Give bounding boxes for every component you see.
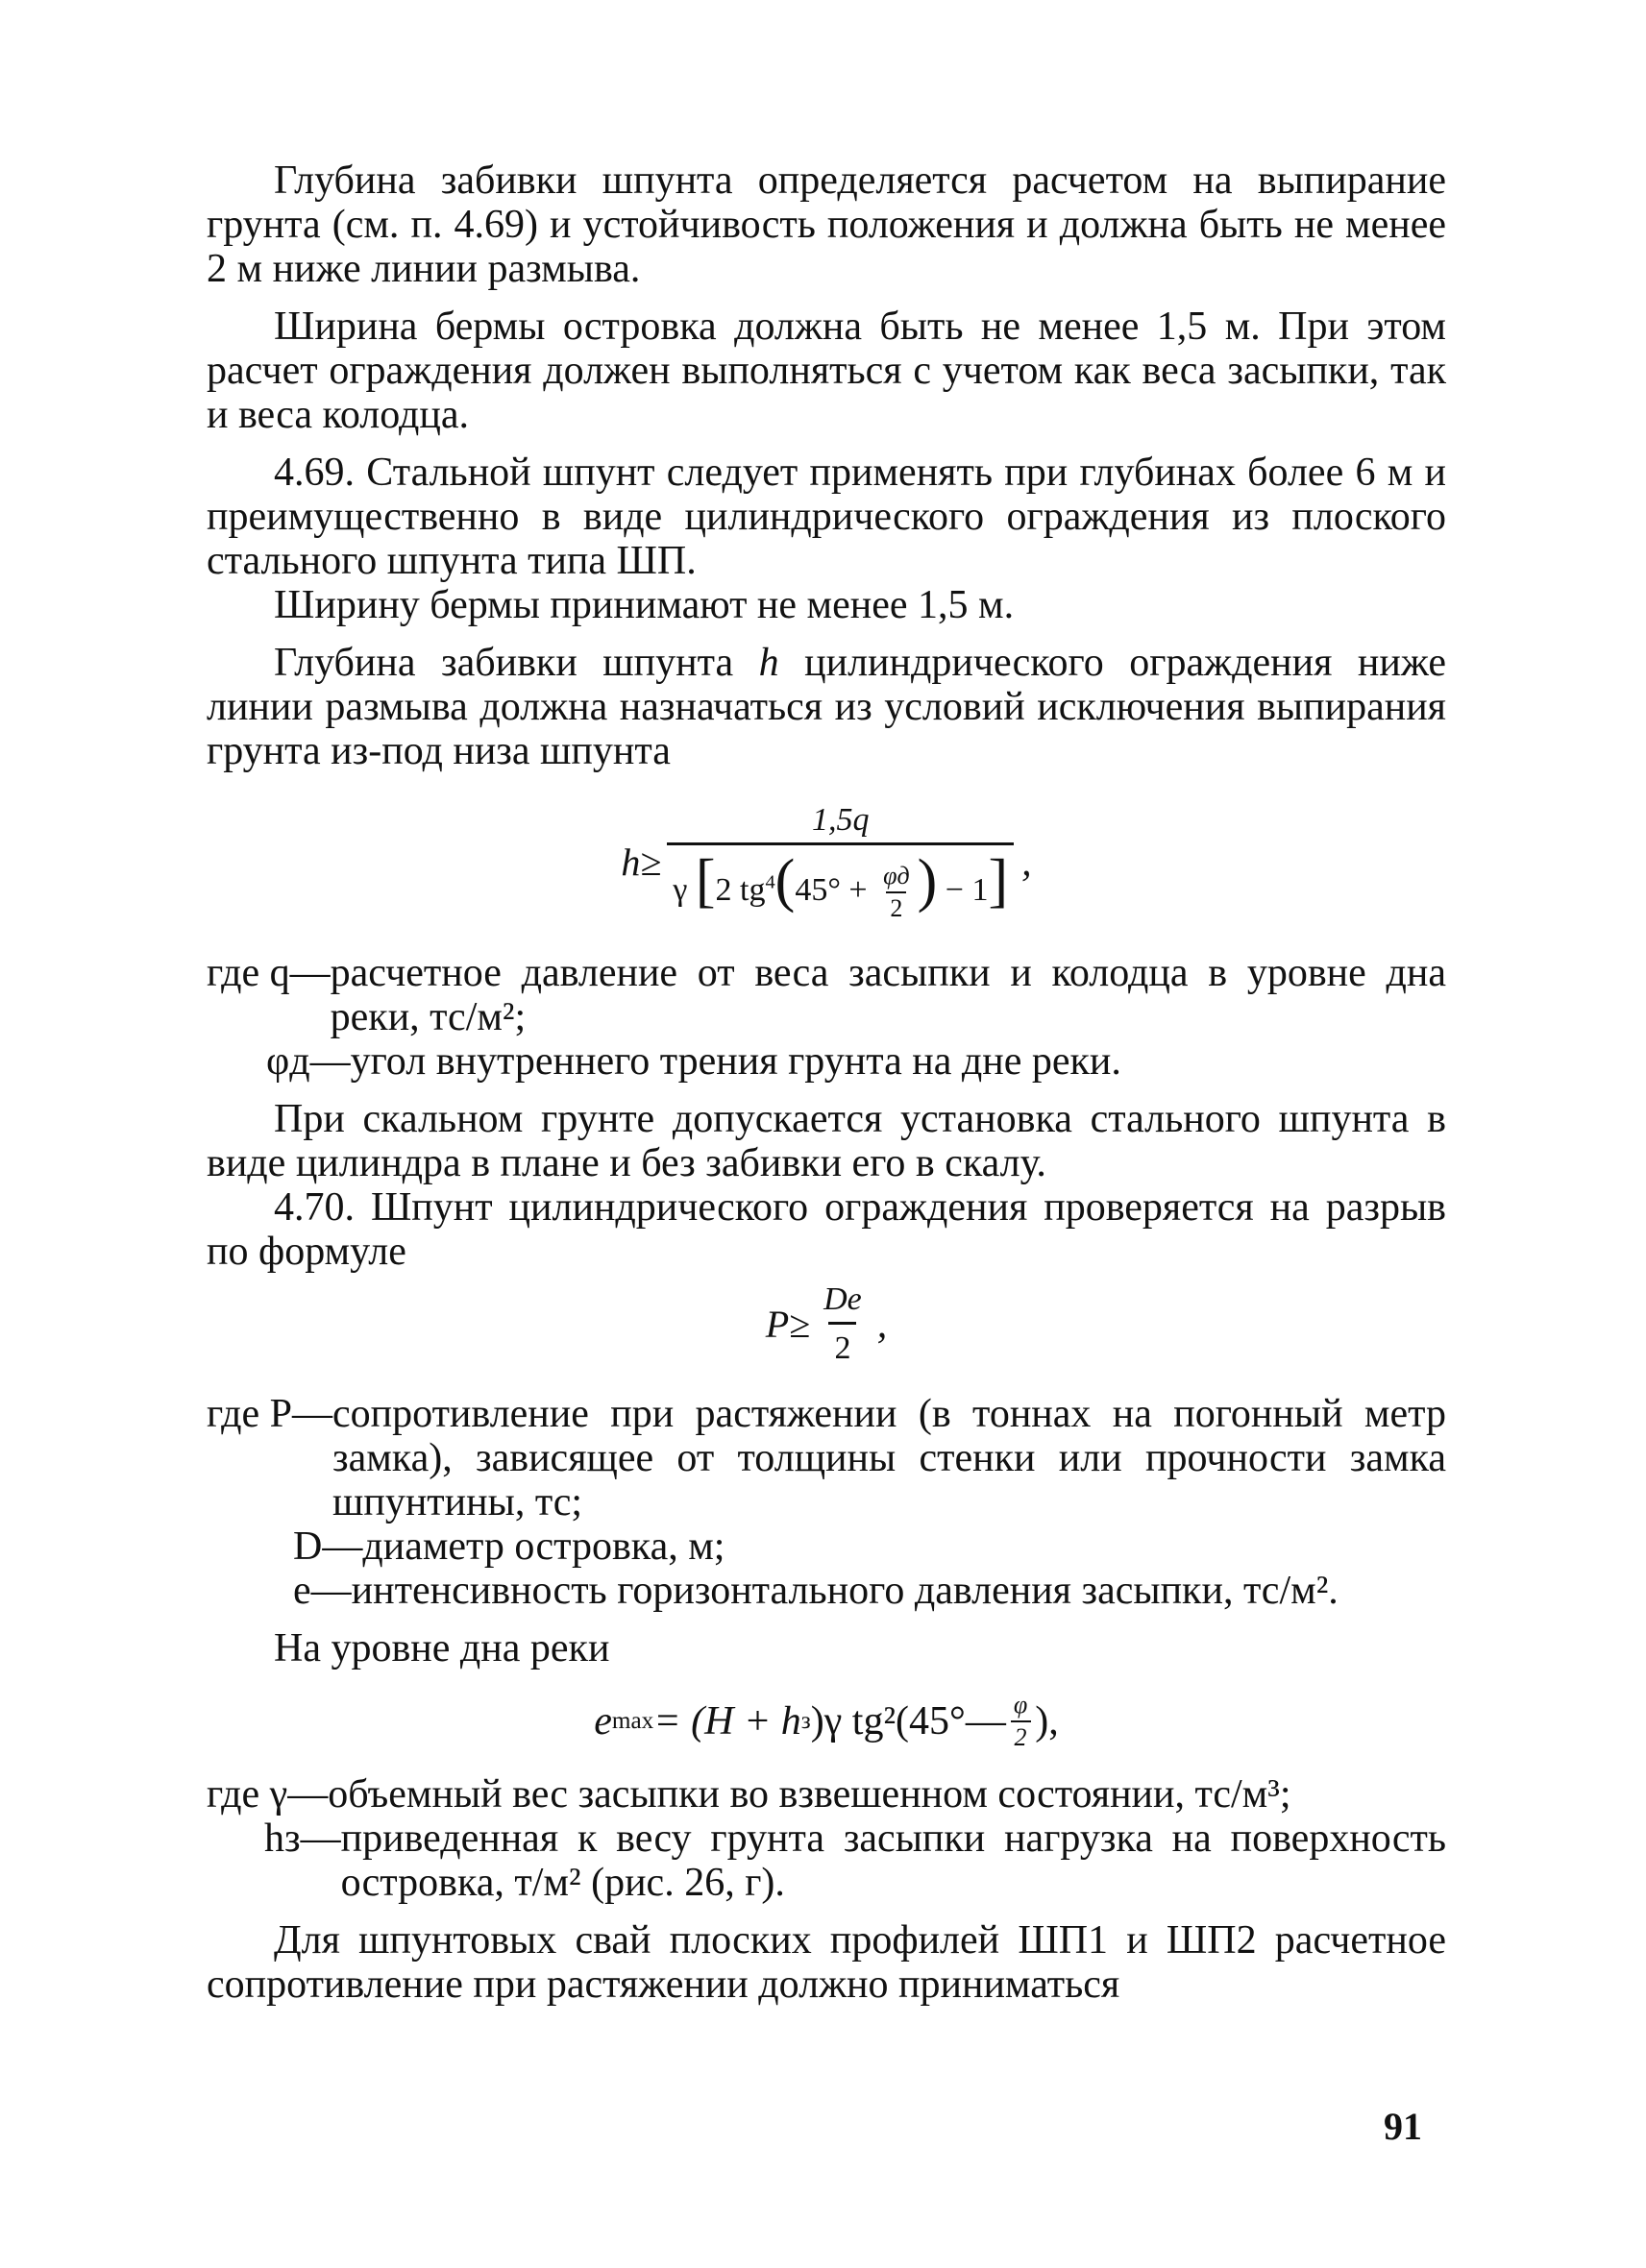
- formula-depth: [207, 802, 1446, 922]
- formula-depth-lhs: h≥: [621, 840, 662, 884]
- definition-q: [207, 951, 1446, 1039]
- definition-q-text: расчетное давление от веса засыпки и колодца в уровне дна реки, тс/м²;: [330, 951, 1446, 1040]
- page-body: [207, 159, 1446, 2007]
- formula-depth-phi-den: 2: [886, 891, 906, 922]
- formula-depth-angle: 45° +: [795, 872, 876, 908]
- p5-text-a: Глубина забивки шпунта: [274, 641, 759, 685]
- paragraph-8: На уровне дна реки: [274, 1626, 610, 1671]
- formula-emax-tail: ),: [1035, 1699, 1059, 1744]
- formula-depth-fraction: [667, 802, 1014, 922]
- formula-emax: [207, 1692, 1446, 1751]
- definition-q-symbol: где q—: [207, 951, 331, 996]
- definitions-1: [207, 951, 1446, 1084]
- formula-tension-comma: ,: [876, 1302, 888, 1347]
- formula-depth-comma: ,: [1021, 840, 1032, 885]
- definition-phi-symbol: φд—: [266, 1039, 351, 1085]
- formula-emax-sub: max: [611, 1708, 654, 1735]
- bracket-open: [: [695, 848, 716, 914]
- formula-tension-numerator: De: [823, 1281, 862, 1318]
- paragraph-3: 4.69. Стальной шпунт следует применять при глубинах более 6 м и преимущественно в виде цилиндрического ограждения из плоского стального шпунта типа ШП.: [207, 451, 1446, 583]
- formula-emax-mid: = (H + h: [653, 1699, 801, 1744]
- formula-depth-tg: 2 tg: [715, 872, 766, 908]
- definition-hz-text: приведенная к весу грунта засыпки нагрузка на поверхность островка, т/м² (рис. 26, г).: [340, 1817, 1446, 1906]
- formula-depth-phi: φд: [883, 862, 910, 890]
- paragraph-5: [207, 641, 1446, 773]
- paragraph-4: Ширину бермы принимают не менее 1,5 м.: [274, 583, 1015, 627]
- formula-emax-phi-fraction: [1010, 1692, 1031, 1751]
- formula-tension-fraction: [816, 1281, 870, 1367]
- definition-gamma-symbol: где γ—: [207, 1772, 329, 1817]
- definition-e-text: интенсивность горизонтального давления засыпки, тс/м².: [351, 1569, 1339, 1614]
- paragraph-1: Глубина забивки шпунта определяется расчетом на выпирание грунта (см. п. 4.69) и устойчивость положения и должна быть не менее 2 м ниже линии размыва.: [207, 159, 1446, 291]
- formula-emax-phi-den: 2: [1011, 1720, 1031, 1751]
- definition-p-text: сопротивление при растяжении (в тоннах на погонный метр замка), зависящее от толщины стенки или прочности замка шпунтины, тс;: [332, 1392, 1446, 1525]
- definition-hz-symbol: hз—: [264, 1817, 341, 1862]
- definition-d-text: диаметр островка, м;: [362, 1524, 725, 1570]
- paragraph-2: Ширина бермы островка должна быть не менее 1,5 м. При этом расчет ограждения должен выполняться с учетом как веса засыпки, так и веса колодца.: [207, 305, 1446, 437]
- formula-tension: [207, 1281, 1446, 1367]
- definition-e: [207, 1569, 1446, 1613]
- definitions-3: [207, 1772, 1446, 1905]
- definition-phi-text: угол внутреннего трения грунта на дне реки.: [350, 1039, 1121, 1085]
- p5-variable: h: [758, 641, 779, 685]
- formula-emax-rest: )γ tg²(45°—: [810, 1699, 1006, 1744]
- formula-depth-power: 4: [765, 871, 775, 893]
- formula-depth-gamma: γ: [673, 872, 688, 908]
- definition-e-symbol: e—: [293, 1569, 352, 1614]
- formula-tension-denominator: 2: [828, 1322, 856, 1367]
- definition-p: [207, 1392, 1446, 1524]
- paragraph-6: При скальном грунте допускается установка стального шпунта в виде цилиндра в плане и без забивки его в скалу.: [207, 1097, 1446, 1186]
- definition-d: [207, 1524, 1446, 1569]
- p5-text-b: цилиндрического ограждения ниже линии размыва должна назначаться из условий исключения выпирания грунта из-под низа шпунта: [207, 641, 1446, 773]
- bracket-close: ]: [988, 848, 1009, 914]
- paragraph-9: Для шпунтовых свай плоских профилей ШП1 и ШП2 расчетное сопротивление при растяжении должно приниматься: [207, 1918, 1446, 2008]
- formula-depth-phi-fraction: [879, 863, 914, 922]
- page-number: 91: [1384, 2105, 1422, 2148]
- formula-emax-hz-sub: з: [800, 1708, 811, 1735]
- definition-d-symbol: D—: [293, 1524, 363, 1570]
- formula-depth-denominator: [667, 842, 1014, 922]
- definitions-2: [207, 1392, 1446, 1613]
- definition-gamma-text: объемный вес засыпки во взвешенном состоянии, тс/м³;: [328, 1772, 1291, 1817]
- formula-depth-minus-one: − 1: [937, 872, 989, 908]
- formula-tension-lhs: P≥: [765, 1302, 811, 1346]
- paragraph-7: 4.70. Шпунт цилиндрического ограждения проверяется на разрыв по формуле: [207, 1185, 1446, 1275]
- definition-p-symbol: где P—: [207, 1392, 333, 1437]
- paren-close: ): [917, 848, 938, 914]
- definition-phi: [207, 1039, 1446, 1084]
- paren-open: (: [774, 848, 796, 914]
- formula-depth-numerator: 1,5q: [811, 802, 870, 838]
- definition-hz: [207, 1817, 1446, 1905]
- definition-gamma: [207, 1772, 1446, 1817]
- formula-emax-phi: φ: [1013, 1691, 1028, 1719]
- formula-emax-e: e: [594, 1699, 612, 1744]
